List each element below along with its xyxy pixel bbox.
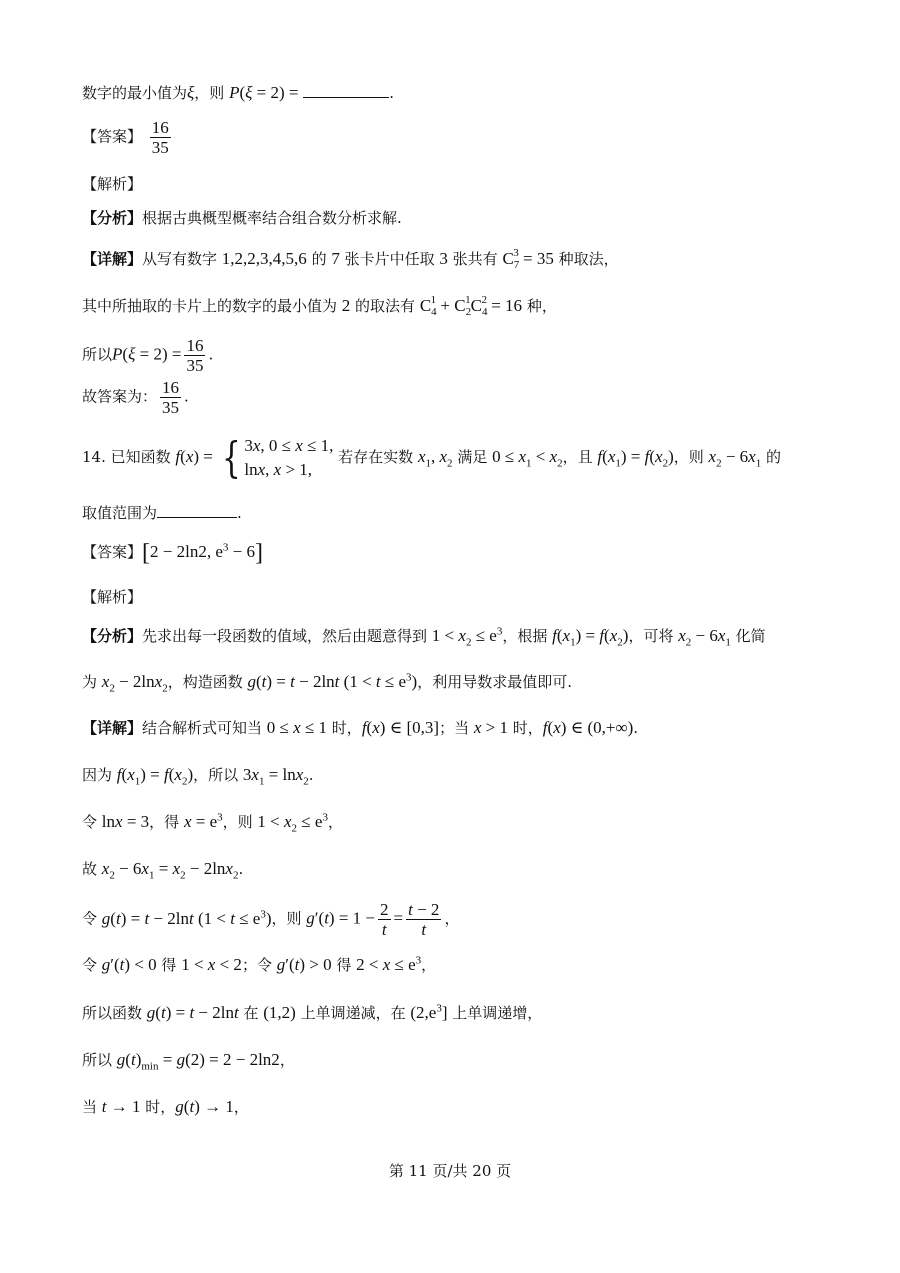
question-14-stem: 14. 已知函数 f(x) = { 3x, 0 ≤ x ≤ 1, lnx, x > 1, 若存在实数 $x_1$, $x_2$ 满足 $0 \le x_1 < x_2$，且 $f(x_1) = f(x_2)$，则 $x_2 - 6x_1$ 的 xyxy=(82,433,781,482)
detail-14-step9: 当 t → 1 时，g(t) → 1， xyxy=(82,1097,249,1116)
answer-13: 【答案】 $\frac{16}{35}$ xyxy=(82,118,169,157)
detail-14-step6: 令 g′(t) < 0 得 1 < x < 2；令 g′(t) > 0 得 $2 < x \le e^3$， xyxy=(82,954,437,974)
detail-14-step2: 因为 $f(x_1) = f(x_2)$，所以 $3x_1 = \ln x_2$. xyxy=(82,765,314,788)
fenxi-14-line2: 为 $x_2 - 2\ln x_2$，构造函数 g(t) = t − 2lnt $(1 < t \le e^3)$，利用导数求最值即可. xyxy=(82,671,572,695)
detail-13-line3: 所以P(ξ = 2) = $\frac{16}{35}$ . xyxy=(82,336,214,375)
detail-14-step7: 所以函数 g(t) = t − 2lnt 在 (1,2) 上单调递减，在 $(2,e^3]$ 上单调递增， xyxy=(82,1002,543,1022)
analysis-label-14: 【解析】 xyxy=(82,588,143,606)
detail-14-step8: 所以 $g(t)_{min} = g(2) = 2 - 2\ln 2$， xyxy=(82,1050,295,1073)
detail-13-line2: 其中所抽取的卡片上的数字的最小值为 2 的取法有 $C_4^1 + C_2^1C_4^2 = 16$ 种， xyxy=(82,294,557,318)
detail-14-step4: 故 $x_2 - 6x_1 = x_2 - 2\ln x_2$. xyxy=(82,859,244,882)
fenxi-13: 【分析】根据古典概型概率结合组合数分析求解. xyxy=(82,209,402,227)
question-14-stem-line2: 取值范围为 . xyxy=(82,504,242,522)
analysis-label-13: 【解析】 xyxy=(82,175,143,193)
question-13-tail: 数字的最小值为ξ，则 P(ξ = 2) = . xyxy=(82,83,395,102)
page-footer: 第 11 页/共 20 页 xyxy=(388,1162,512,1180)
detail-14-step5: 令 g(t) = t − 2lnt $(1 < t \le e^3)$，则 g′(t) = 1 − $\frac{2}{t}$ = $\frac{t - 2}{t}$ ， xyxy=(82,900,460,939)
detail-13-line1: 【详解】从写有数字 1,2,2,3,4,5,6 的 7 张卡片中任取 3 张共有 $C_7^3 = 35$ 种取法， xyxy=(82,247,619,271)
fenxi-14-line1: 【分析】先求出每一段函数的值域，然后由题意得到 $1 < x_2 \le e^3$，根据 $f(x_1) = f(x_2)$，可将 $x_2 - 6x_1$ 化简 xyxy=(82,625,766,649)
detail-13-line4: 故答案为： $\frac{16}{35}$ . xyxy=(82,378,189,417)
answer-14: 【答案】[2 − 2ln2, $e^3 - 6$] xyxy=(82,540,263,566)
detail-14-step3: 令 lnx = 3，得 $x = e^3$，则 $1 < x_2 \le e^3$， xyxy=(82,811,343,835)
detail-14-step1: 【详解】结合解析式可知当 0 ≤ x ≤ 1 时，f(x) ∈ [0,3]；当 x > 1 时，f(x) ∈ (0,+∞). xyxy=(82,718,639,737)
answer-fraction: $\frac{16}{35}$ xyxy=(151,118,169,157)
